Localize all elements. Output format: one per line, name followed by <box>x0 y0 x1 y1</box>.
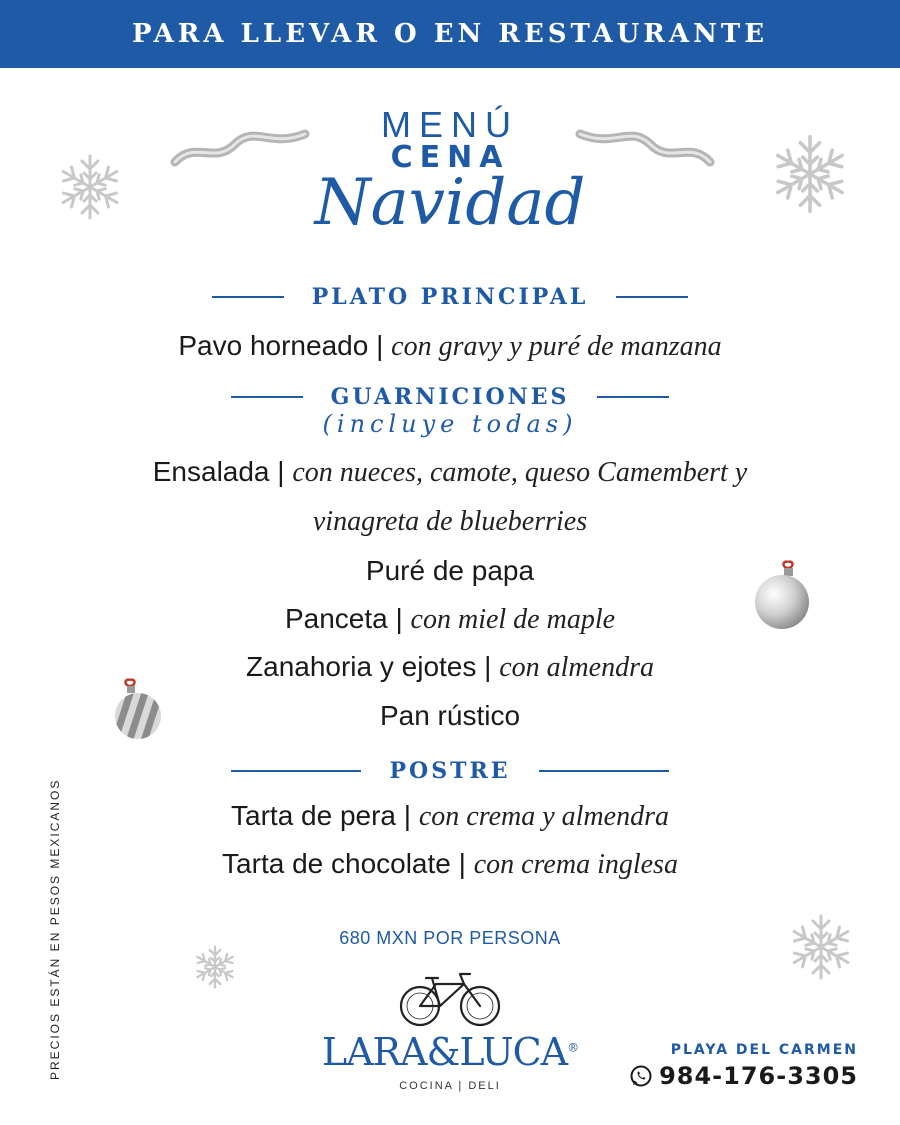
section-heading: POSTRE <box>389 758 511 784</box>
item-description: con crema inglesa <box>473 849 678 880</box>
section-postre <box>0 758 900 784</box>
whatsapp-icon <box>629 1064 653 1088</box>
item-description: con crema y almendra <box>418 801 669 832</box>
section-heading: PLATO PRINCIPAL <box>311 284 589 310</box>
brand-text: LARA&LUCA <box>321 1030 568 1074</box>
brand-subtitle: COCINA | DELI <box>399 1080 501 1092</box>
item-name: Pavo horneado <box>178 330 369 361</box>
menu-item-tarta-pera <box>0 800 900 833</box>
registered-mark: ® <box>567 1040 579 1055</box>
item-name: Zanahoria y ejotes <box>246 651 477 682</box>
item-description: vinagreta de blueberries <box>312 506 588 537</box>
banner-text: PARA LLEVAR O EN RESTAURANTE <box>131 19 769 49</box>
top-banner <box>0 0 900 68</box>
currency-note: PRECIOS ESTÁN EN PESOS MEXICANOS <box>48 778 62 1080</box>
menu-item-panceta <box>0 603 900 636</box>
divider-line <box>539 770 669 772</box>
divider-line <box>616 296 688 298</box>
item-name: Panceta <box>284 603 388 634</box>
item-description: con gravy y puré de manzana <box>391 331 722 362</box>
item-name: Puré de papa <box>365 555 535 586</box>
phone-number: 984-176-3305 <box>659 1062 858 1090</box>
section-heading: GUARNICIONES <box>330 384 570 410</box>
divider-line <box>212 296 284 298</box>
phone-contact <box>629 1062 858 1090</box>
menu-item-zanahoria <box>0 651 900 684</box>
location-label: PLAYA DEL CARMEN <box>670 1042 858 1058</box>
menu-item-pan <box>0 700 900 732</box>
item-separator: | <box>403 800 412 831</box>
item-description: con nueces, camote, queso Camembert y <box>292 457 748 488</box>
item-name: Ensalada <box>152 456 270 487</box>
item-description: con almendra <box>499 652 654 683</box>
item-separator: | <box>376 330 384 361</box>
divider-line <box>231 770 361 772</box>
navidad-title: Navidad <box>314 166 586 240</box>
snowflake-icon <box>192 944 238 990</box>
divider-line <box>231 396 303 398</box>
item-name: Pan rústico <box>379 700 521 731</box>
guarniciones-note: (incluye todas) <box>322 410 578 438</box>
item-separator: | <box>277 456 285 487</box>
menu-item-tarta-chocolate <box>0 848 900 881</box>
menu-title: MENÚ <box>381 104 519 145</box>
section-guarniciones <box>0 384 900 410</box>
bicycle-icon <box>398 970 502 1028</box>
menu-item-ensalada <box>0 456 900 489</box>
item-name: Tarta de chocolate <box>222 848 451 879</box>
section-plato-principal <box>0 284 900 310</box>
item-separator: | <box>484 651 492 682</box>
item-separator: | <box>395 603 403 634</box>
price-per-person: 680 MXN POR PERSONA <box>339 928 561 948</box>
menu-item-pure <box>0 555 900 587</box>
cena-title: CENA <box>390 140 510 175</box>
divider-line <box>597 396 669 398</box>
item-separator: | <box>458 848 466 879</box>
menu-item-pavo <box>0 330 900 363</box>
item-name: Tarta de pera <box>231 800 397 831</box>
menu-item-ensalada-cont <box>0 505 900 538</box>
item-description: con miel de maple <box>410 604 616 635</box>
